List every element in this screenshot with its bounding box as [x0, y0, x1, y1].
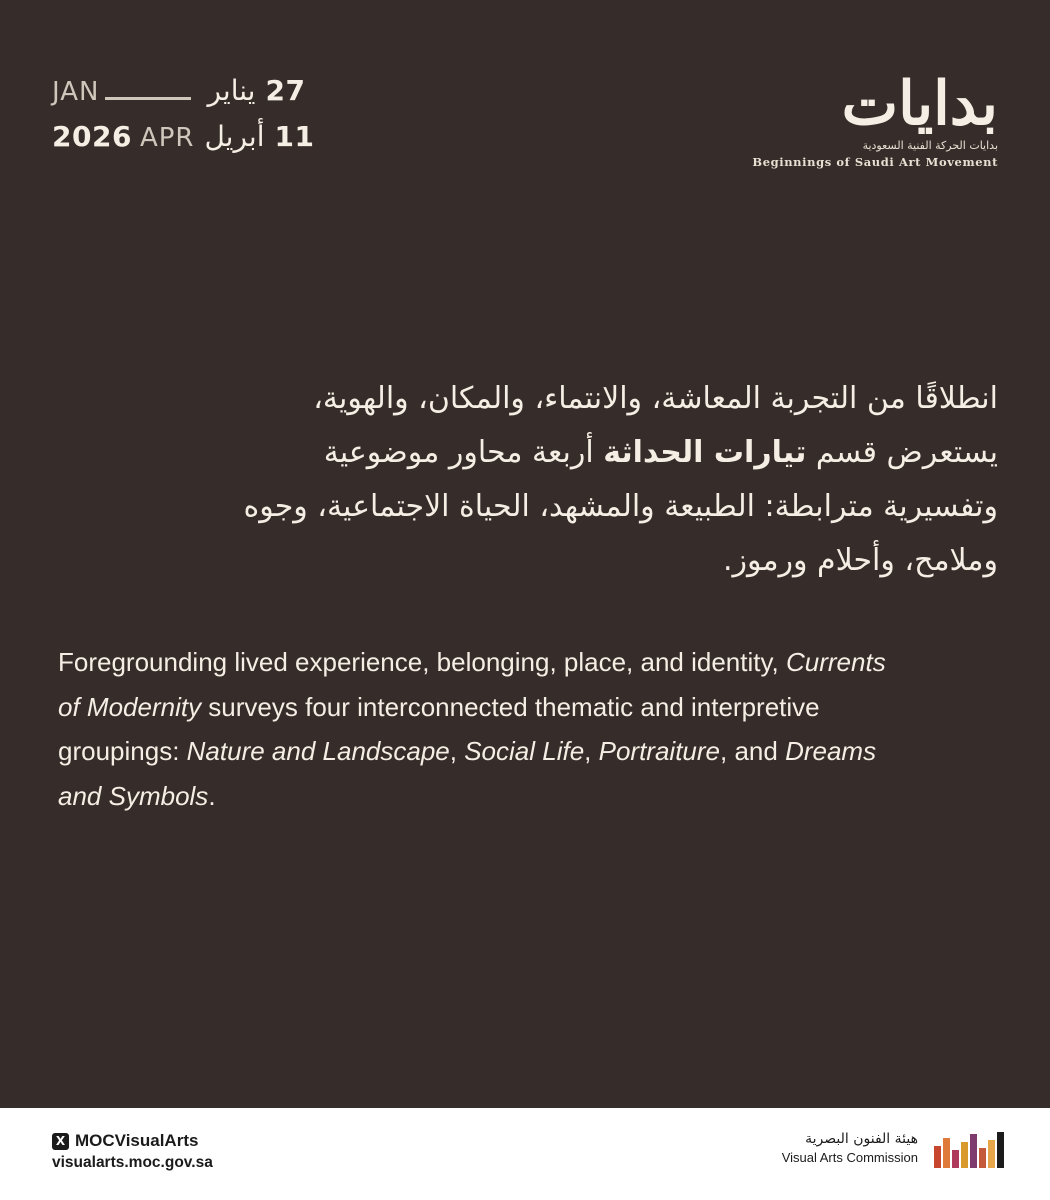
english-text: , [584, 736, 599, 766]
grouping-social-life: Social Life [464, 736, 585, 766]
english-description [58, 640, 898, 818]
english-text: , and [720, 736, 786, 766]
end-day: 11 [274, 120, 315, 153]
visual-arts-commission-logo [782, 1128, 1004, 1168]
start-month-en: JAN [52, 77, 100, 107]
commission-name-en: Visual Arts Commission [781, 1150, 918, 1165]
logo-title-ar: بدايات [841, 69, 998, 139]
start-month-ar: يناير [207, 74, 256, 107]
logo-subtitle-en: Beginnings of Saudi Art Movement [752, 155, 998, 169]
english-text: surveys four interconnected thematic and interpretive groupings: [58, 691, 820, 766]
commission-mark-icon [932, 1128, 1004, 1168]
commission-name [782, 1129, 918, 1167]
end-date [52, 120, 314, 166]
arabic-section-title: تيارات الحداثة [603, 435, 807, 470]
grouping-dreams-symbols: Dreams and Symbols [58, 736, 877, 811]
footer-bar [0, 1108, 1050, 1200]
social-block [52, 1130, 213, 1172]
arabic-description [238, 372, 998, 588]
commission-name-ar: هيئة الفنون البصرية [805, 1131, 918, 1147]
bedayat-logo [746, 70, 998, 170]
website-link[interactable]: visualarts.moc.gov.sa [52, 1154, 213, 1171]
end-month-en: APR [139, 123, 195, 153]
x-logo-icon: X [52, 1133, 69, 1150]
end-year: 2026 [52, 120, 132, 153]
x-handle-link[interactable] [52, 1130, 213, 1152]
english-text: . [208, 780, 216, 811]
arabic-text-after: أربعة محاور موضوعية وتفسيرية مترابطة: الطبيعة والمشهد، الحياة الاجتماعية، وجوه وملامح، وأحلام ورموز. [243, 435, 998, 578]
social-handle: MOCVisualArts [75, 1131, 199, 1150]
arabic-text-before: انطلاقًا من التجربة المعاشة، والانتماء، والمكان، والهوية، يستعرض قسم [313, 381, 998, 470]
english-text: , [449, 736, 465, 766]
start-date [52, 74, 314, 120]
logo-subtitle-ar: بدايات الحركة الفنية السعودية [862, 139, 998, 152]
section-title-italic: Currents of Modernity [58, 647, 886, 722]
end-month-ar: أبريل [204, 120, 265, 153]
english-text: Foregrounding lived experience, belonging, place, and identity, [58, 647, 786, 677]
start-day: 27 [265, 74, 306, 107]
date-connector-line [105, 97, 191, 100]
grouping-nature-landscape: Nature and Landscape [186, 736, 450, 766]
grouping-portraiture: Portraiture [598, 736, 721, 766]
exhibition-dates [52, 74, 314, 166]
